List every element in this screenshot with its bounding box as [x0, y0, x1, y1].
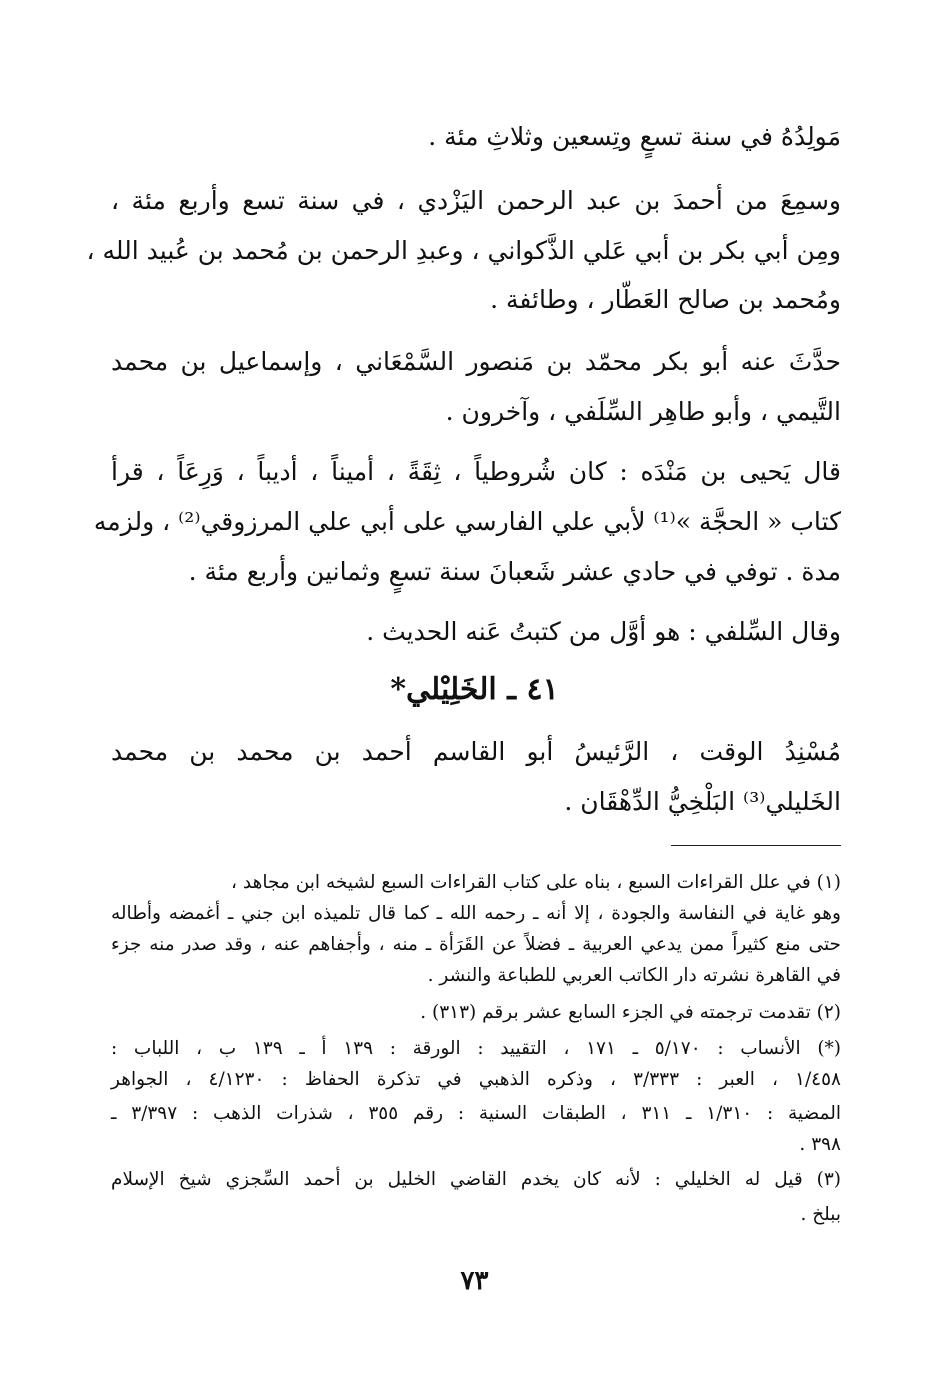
footnote-line: حتى منع كثيراً ممن يدعي العربية ـ فضلاً عن القَرَأة ـ منه ، وأجفاهم عنه ، وقد صدر منه جزء [111, 934, 841, 955]
body-line: وسمِعَ من أحمدَ بن عبد الرحمن اليَزْدي ، في سنة تسع وأربع مئة ، [111, 186, 841, 215]
body-line: وقال السِّلفي : هو أوَّل من كتبتُ عَنه الحديث . [366, 617, 841, 646]
footnote-line: وهو غاية في النفاسة والجودة ، إلا أنه ـ رحمه الله ـ كما قال تلميذه ابن جني ـ أغمضه وأطاله [111, 903, 841, 924]
footnote-line: (٣) قيل له الخليلي : لأنه كان يخدم القاضي الخليل بن أحمد السِّجزي شيخ الإسلام [111, 1169, 841, 1190]
footnote-line: ببلخ . [800, 1204, 841, 1225]
body-line: ومُحمد بن صالح العَطّار ، وطائفة . [490, 285, 841, 314]
footnote-separator [671, 845, 841, 846]
footnote-line: في القاهرة نشرته دار الكاتب العربي للطباعة والنشر . [427, 965, 841, 986]
bio-line: الخَليلي⁽³⁾ البَلْخِيُّ الدِّهْقَان . [564, 787, 841, 816]
body-line: التَّيمي ، وأبو طاهِر السِّلَفي ، وآخرون . [445, 397, 841, 426]
body-line: مَولِدُهُ في سنة تسعٍ وتِسعين وثلاثِ مئة . [428, 122, 841, 151]
footnote-line: ٣٩٨ . [799, 1134, 841, 1155]
body-line: قال يَحيى بن مَنْدَه : كان شُروطياً ، ثِقَةً ، أميناً ، أديباً ، وَرِعَاً ، قرأ [111, 457, 841, 486]
page-number: ٧٣ [460, 1266, 489, 1296]
footnote-line: ١/٤٥٨ ، العبر : ٣/٣٣٣ ، وذكره الذهبي في تذكرة الحفاظ : ٤/١٢٣٠ ، الجواهر [111, 1069, 841, 1090]
body-line: كتاب « الحجَّة »⁽¹⁾ لأبي علي الفارسي على أبي علي المرزوقي⁽²⁾ ، ولزمه [93, 507, 841, 536]
footnote-line: (٢) تقدمت ترجمته في الجزء السابع عشر برقم (٣١٣) . [420, 1002, 841, 1023]
footnote-line: (١) في علل القراءات السبع ، بناه على كتاب القراءات السبع لشيخه ابن مجاهد ، [231, 872, 841, 893]
footnote-line: المضية : ١/٣١٠ ـ ٣١١ ، الطبقات السنية : رقم ٣٥٥ ، شذرات الذهب : ٣/٣٩٧ ـ [111, 1103, 841, 1124]
body-line: مدة . توفي في حادي عشر شَعبانَ سنة تسعٍ وثمانين وأربع مئة . [188, 557, 841, 586]
body-line: حدَّثَ عنه أبو بكر محمّد بن مَنصور السَّمْعَاني ، وإسماعيل بن محمد [111, 347, 841, 376]
bio-line: مُسْنِدُ الوقت ، الرَّئيسُ أبو القاسم أحمد بن محمد بن محمد [111, 737, 841, 766]
footnote-line: (*) الأنساب : ٥/١٧٠ ـ ١٧١ ، التقييد : الورقة : ١٣٩ أ ـ ١٣٩ ب ، اللباب : [111, 1038, 842, 1059]
section-heading: ٤١ ـ الخَلِيْلي* [390, 672, 559, 707]
body-line: ومِن أبي بكر بن أبي عَلي الذَّكواني ، وعبدِ الرحمن بن مُحمد بن عُبيد الله ، [86, 236, 841, 265]
